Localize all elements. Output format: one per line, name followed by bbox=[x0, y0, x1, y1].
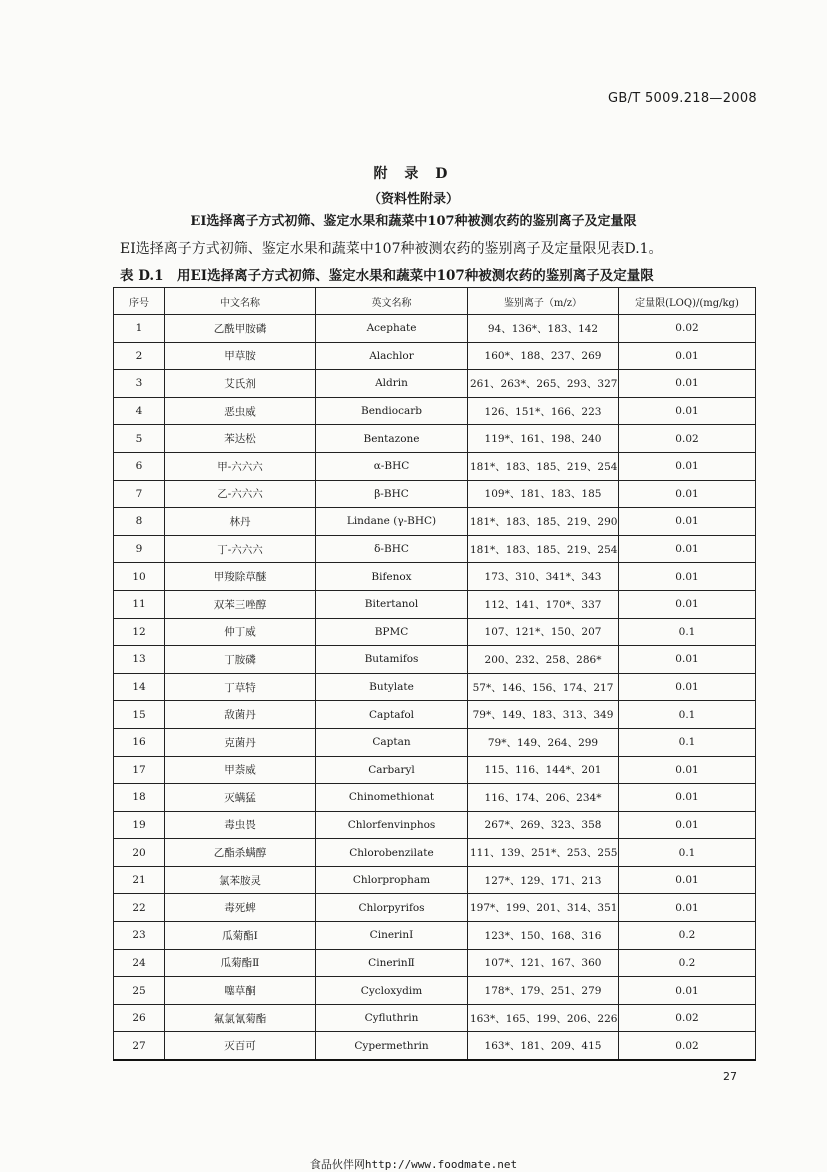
cell-english-name: Captafol bbox=[316, 701, 468, 729]
cell-loq: 0.1 bbox=[619, 839, 756, 867]
cell-english-name: BPMC bbox=[316, 618, 468, 646]
appendix-title: EI选择离子方式初筛、鉴定水果和蔬菜中107种被测农药的鉴别离子及定量限 bbox=[190, 214, 637, 229]
cell-ions: 79*、149、264、299 bbox=[468, 728, 619, 756]
cell-index: 19 bbox=[114, 811, 165, 839]
cell-chinese-name: 乙-六六六 bbox=[165, 480, 316, 508]
cell-ions: 79*、149、183、313、349 bbox=[468, 701, 619, 729]
cell-index: 4 bbox=[114, 397, 165, 425]
cell-chinese-name: 甲羧除草醚 bbox=[165, 563, 316, 591]
cell-english-name: Chinomethionat bbox=[316, 784, 468, 812]
cell-loq: 0.2 bbox=[619, 922, 756, 950]
cell-index: 22 bbox=[114, 894, 165, 922]
cell-chinese-name: 瓜菊酯Ⅱ bbox=[165, 949, 316, 977]
table-row bbox=[114, 894, 756, 922]
cell-loq: 0.01 bbox=[619, 646, 756, 674]
cell-index: 2 bbox=[114, 342, 165, 370]
table-row bbox=[114, 370, 756, 398]
cell-loq: 0.01 bbox=[619, 508, 756, 536]
cell-chinese-name: 双苯三唑醇 bbox=[165, 590, 316, 618]
cell-loq: 0.01 bbox=[619, 866, 756, 894]
table-row bbox=[114, 535, 756, 563]
cell-loq: 0.1 bbox=[619, 701, 756, 729]
cell-index: 21 bbox=[114, 866, 165, 894]
cell-ions: 107、121*、150、207 bbox=[468, 618, 619, 646]
column-header-loq: 定量限(LOQ)/(mg/kg) bbox=[619, 288, 756, 315]
table-row bbox=[114, 949, 756, 977]
table-row bbox=[114, 425, 756, 453]
table-row bbox=[114, 701, 756, 729]
cell-chinese-name: 丁草特 bbox=[165, 673, 316, 701]
cell-loq: 0.2 bbox=[619, 949, 756, 977]
cell-chinese-name: 恶虫威 bbox=[165, 397, 316, 425]
cell-ions: 181*、183、185、219、254 bbox=[468, 452, 619, 480]
cell-english-name: Chlorobenzilate bbox=[316, 839, 468, 867]
cell-english-name: Chlorpyrifos bbox=[316, 894, 468, 922]
table-row bbox=[114, 646, 756, 674]
cell-chinese-name: 甲萘威 bbox=[165, 756, 316, 784]
cell-chinese-name: 瓜菊酯Ⅰ bbox=[165, 922, 316, 950]
cell-english-name: Bendiocarb bbox=[316, 397, 468, 425]
cell-english-name: Alachlor bbox=[316, 342, 468, 370]
cell-english-name: δ-BHC bbox=[316, 535, 468, 563]
table-row bbox=[114, 866, 756, 894]
cell-index: 13 bbox=[114, 646, 165, 674]
cell-index: 10 bbox=[114, 563, 165, 591]
cell-loq: 0.01 bbox=[619, 370, 756, 398]
cell-english-name: Bitertanol bbox=[316, 590, 468, 618]
table-row bbox=[114, 784, 756, 812]
cell-ions: 163*、165、199、206、226 bbox=[468, 1004, 619, 1032]
cell-english-name: Chlorpropham bbox=[316, 866, 468, 894]
cell-chinese-name: 敌菌丹 bbox=[165, 701, 316, 729]
cell-ions: 178*、179、251、279 bbox=[468, 977, 619, 1005]
table-row bbox=[114, 811, 756, 839]
table-caption: 表 D.1 用EI选择离子方式初筛、鉴定水果和蔬菜中107种被测农药的鉴别离子及定量限 bbox=[120, 268, 654, 284]
cell-loq: 0.01 bbox=[619, 535, 756, 563]
cell-ions: 94、136*、183、142 bbox=[468, 315, 619, 343]
column-header-english-name: 英文名称 bbox=[316, 288, 468, 315]
cell-index: 11 bbox=[114, 590, 165, 618]
table-row bbox=[114, 922, 756, 950]
table-row bbox=[114, 1004, 756, 1032]
cell-index: 6 bbox=[114, 452, 165, 480]
cell-ions: 57*、146、156、174、217 bbox=[468, 673, 619, 701]
cell-loq: 0.01 bbox=[619, 811, 756, 839]
table-row bbox=[114, 563, 756, 591]
column-header-ions: 鉴别离子（m/z） bbox=[468, 288, 619, 315]
appendix-note: （资料性附录） bbox=[367, 192, 459, 207]
cell-english-name: Cycloxydim bbox=[316, 977, 468, 1005]
cell-english-name: Acephate bbox=[316, 315, 468, 343]
cell-loq: 0.01 bbox=[619, 784, 756, 812]
cell-chinese-name: 噻草酮 bbox=[165, 977, 316, 1005]
cell-index: 12 bbox=[114, 618, 165, 646]
cell-loq: 0.01 bbox=[619, 673, 756, 701]
cell-ions: 112、141、170*、337 bbox=[468, 590, 619, 618]
cell-english-name: Aldrin bbox=[316, 370, 468, 398]
table-row bbox=[114, 728, 756, 756]
cell-loq: 0.02 bbox=[619, 425, 756, 453]
table-row bbox=[114, 480, 756, 508]
cell-english-name: Chlorfenvinphos bbox=[316, 811, 468, 839]
pesticide-table bbox=[113, 287, 756, 1061]
cell-ions: 116、174、206、234* bbox=[468, 784, 619, 812]
cell-english-name: CinerinⅡ bbox=[316, 949, 468, 977]
cell-english-name: Captan bbox=[316, 728, 468, 756]
cell-chinese-name: 乙酯杀螨醇 bbox=[165, 839, 316, 867]
table-row bbox=[114, 618, 756, 646]
column-header-index: 序号 bbox=[114, 288, 165, 315]
cell-loq: 0.01 bbox=[619, 397, 756, 425]
cell-chinese-name: 仲丁威 bbox=[165, 618, 316, 646]
table-header-row bbox=[114, 288, 756, 315]
cell-chinese-name: 氟氯氰菊酯 bbox=[165, 1004, 316, 1032]
cell-loq: 0.01 bbox=[619, 563, 756, 591]
cell-chinese-name: 乙酰甲胺磷 bbox=[165, 315, 316, 343]
cell-english-name: α-BHC bbox=[316, 452, 468, 480]
cell-english-name: Bifenox bbox=[316, 563, 468, 591]
cell-chinese-name: 丁胺磷 bbox=[165, 646, 316, 674]
cell-chinese-name: 灭螨猛 bbox=[165, 784, 316, 812]
cell-chinese-name: 灭百可 bbox=[165, 1032, 316, 1060]
table-row bbox=[114, 756, 756, 784]
cell-loq: 0.01 bbox=[619, 452, 756, 480]
cell-ions: 115、116、144*、201 bbox=[468, 756, 619, 784]
cell-ions: 181*、183、185、219、290 bbox=[468, 508, 619, 536]
cell-ions: 261、263*、265、293、327 bbox=[468, 370, 619, 398]
cell-ions: 123*、150、168、316 bbox=[468, 922, 619, 950]
cell-index: 23 bbox=[114, 922, 165, 950]
cell-loq: 0.01 bbox=[619, 756, 756, 784]
cell-loq: 0.01 bbox=[619, 480, 756, 508]
cell-chinese-name: 苯达松 bbox=[165, 425, 316, 453]
intro-paragraph: EI选择离子方式初筛、鉴定水果和蔬菜中107种被测农药的鉴别离子及定量限见表D.1。 bbox=[120, 241, 663, 257]
cell-index: 7 bbox=[114, 480, 165, 508]
footer-watermark: 食品伙伴网http://www.foodmate.net bbox=[309, 1158, 518, 1171]
cell-loq: 0.01 bbox=[619, 342, 756, 370]
cell-index: 27 bbox=[114, 1032, 165, 1060]
cell-english-name: β-BHC bbox=[316, 480, 468, 508]
cell-loq: 0.01 bbox=[619, 590, 756, 618]
cell-index: 5 bbox=[114, 425, 165, 453]
cell-index: 15 bbox=[114, 701, 165, 729]
cell-chinese-name: 毒虫畏 bbox=[165, 811, 316, 839]
table-row bbox=[114, 673, 756, 701]
table-row bbox=[114, 977, 756, 1005]
cell-index: 1 bbox=[114, 315, 165, 343]
table-row bbox=[114, 315, 756, 343]
cell-index: 3 bbox=[114, 370, 165, 398]
cell-index: 24 bbox=[114, 949, 165, 977]
cell-ions: 163*、181、209、415 bbox=[468, 1032, 619, 1060]
cell-english-name: Lindane (γ-BHC) bbox=[316, 508, 468, 536]
cell-loq: 0.02 bbox=[619, 1004, 756, 1032]
column-header-chinese-name: 中文名称 bbox=[165, 288, 316, 315]
cell-ions: 197*、199、201、314、351 bbox=[468, 894, 619, 922]
cell-loq: 0.02 bbox=[619, 315, 756, 343]
cell-ions: 160*、188、237、269 bbox=[468, 342, 619, 370]
cell-index: 18 bbox=[114, 784, 165, 812]
cell-loq: 0.1 bbox=[619, 728, 756, 756]
cell-ions: 127*、129、171、213 bbox=[468, 866, 619, 894]
table-row bbox=[114, 397, 756, 425]
cell-chinese-name: 艾氏剂 bbox=[165, 370, 316, 398]
cell-ions: 181*、183、185、219、254 bbox=[468, 535, 619, 563]
cell-chinese-name: 克菌丹 bbox=[165, 728, 316, 756]
cell-english-name: Cyfluthrin bbox=[316, 1004, 468, 1032]
cell-index: 20 bbox=[114, 839, 165, 867]
cell-ions: 111、139、251*、253、255 bbox=[468, 839, 619, 867]
cell-ions: 119*、161、198、240 bbox=[468, 425, 619, 453]
cell-index: 16 bbox=[114, 728, 165, 756]
cell-index: 9 bbox=[114, 535, 165, 563]
cell-ions: 107*、121、167、360 bbox=[468, 949, 619, 977]
cell-english-name: Butamifos bbox=[316, 646, 468, 674]
cell-index: 17 bbox=[114, 756, 165, 784]
cell-english-name: Carbaryl bbox=[316, 756, 468, 784]
cell-index: 25 bbox=[114, 977, 165, 1005]
cell-ions: 267*、269、323、358 bbox=[468, 811, 619, 839]
cell-ions: 109*、181、183、185 bbox=[468, 480, 619, 508]
cell-english-name: Cypermethrin bbox=[316, 1032, 468, 1060]
table-row bbox=[114, 452, 756, 480]
cell-english-name: Bentazone bbox=[316, 425, 468, 453]
table-row bbox=[114, 342, 756, 370]
cell-chinese-name: 甲草胺 bbox=[165, 342, 316, 370]
table-body bbox=[114, 315, 756, 1061]
standard-code: GB/T 5009.218—2008 bbox=[608, 91, 757, 106]
cell-ions: 200、232、258、286* bbox=[468, 646, 619, 674]
table-row bbox=[114, 839, 756, 867]
table-row bbox=[114, 508, 756, 536]
cell-english-name: Butylate bbox=[316, 673, 468, 701]
cell-chinese-name: 丁-六六六 bbox=[165, 535, 316, 563]
cell-loq: 0.02 bbox=[619, 1032, 756, 1060]
cell-ions: 126、151*、166、223 bbox=[468, 397, 619, 425]
cell-chinese-name: 甲-六六六 bbox=[165, 452, 316, 480]
cell-chinese-name: 林丹 bbox=[165, 508, 316, 536]
cell-index: 14 bbox=[114, 673, 165, 701]
cell-chinese-name: 毒死蜱 bbox=[165, 894, 316, 922]
cell-ions: 173、310、341*、343 bbox=[468, 563, 619, 591]
page-number: 27 bbox=[723, 1070, 737, 1083]
cell-loq: 0.01 bbox=[619, 977, 756, 1005]
cell-index: 26 bbox=[114, 1004, 165, 1032]
cell-loq: 0.01 bbox=[619, 894, 756, 922]
cell-loq: 0.1 bbox=[619, 618, 756, 646]
table-row bbox=[114, 1032, 756, 1060]
appendix-label: 附 录 D bbox=[373, 166, 454, 182]
cell-english-name: CinerinⅠ bbox=[316, 922, 468, 950]
table-row bbox=[114, 590, 756, 618]
cell-chinese-name: 氯苯胺灵 bbox=[165, 866, 316, 894]
cell-index: 8 bbox=[114, 508, 165, 536]
